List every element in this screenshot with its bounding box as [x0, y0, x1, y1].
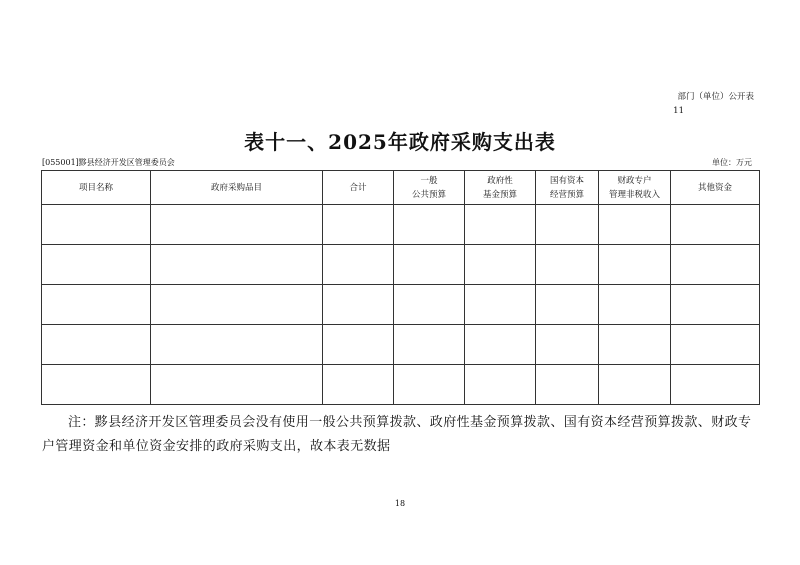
table-cell — [599, 285, 671, 325]
table-cell — [599, 245, 671, 285]
column-header-line1: 国有资本 — [549, 175, 584, 186]
column-header — [42, 171, 151, 205]
table-cell — [465, 365, 536, 405]
table-row — [42, 245, 760, 285]
column-header-line1: 政府采购品目 — [210, 182, 262, 193]
table-cell — [42, 325, 151, 365]
table-cell — [536, 365, 599, 405]
column-header-line1: 政府性 — [487, 175, 513, 186]
table-cell — [151, 285, 323, 325]
column-header-line2: 管理非税收入 — [608, 189, 660, 200]
table-cell — [151, 205, 323, 245]
table-header-row — [42, 171, 760, 205]
table-cell — [671, 285, 760, 325]
table-cell — [671, 365, 760, 405]
table-cell — [394, 205, 465, 245]
column-header-line1: 其他资金 — [697, 182, 732, 193]
column-header — [151, 171, 323, 205]
table-cell — [151, 325, 323, 365]
table-cell — [599, 365, 671, 405]
table-cell — [536, 245, 599, 285]
table-cell — [323, 365, 394, 405]
table-body — [42, 205, 760, 405]
table-cell — [536, 285, 599, 325]
table-cell — [42, 365, 151, 405]
table-cell — [599, 325, 671, 365]
column-header-line2: 基金预算 — [482, 189, 517, 200]
table-cell — [536, 205, 599, 245]
table-cell — [323, 285, 394, 325]
unit-label: 单位：万元 — [712, 158, 752, 167]
unit-name: [055001]黟县经济开发区管理委员会 — [42, 158, 175, 167]
table-cell — [465, 325, 536, 365]
column-header-line1: 项目名称 — [78, 182, 113, 193]
table-row — [42, 205, 760, 245]
table-cell — [394, 365, 465, 405]
page-number: 18 — [394, 499, 406, 508]
table-title: 表十一、2025年政府采购支出表 — [244, 130, 556, 154]
column-header-line2: 经营预算 — [549, 189, 584, 200]
table-cell — [394, 245, 465, 285]
column-header-line2: 公共预算 — [411, 189, 446, 200]
table-cell — [671, 245, 760, 285]
table-cell — [394, 325, 465, 365]
column-header — [536, 171, 599, 205]
table-cell — [465, 205, 536, 245]
column-header-line1: 财政专户 — [617, 175, 652, 186]
table-cell — [151, 365, 323, 405]
doc-label: 部门（单位）公开表 — [677, 92, 754, 102]
column-header — [599, 171, 671, 205]
table-row — [42, 325, 760, 365]
table-cell — [42, 285, 151, 325]
note-text: 注：黟县经济开发区管理委员会没有使用一般公共预算拨款、政府性基金预算拨款、国有资本经营预算拨款、财政专户管理资金和单位资金安排的政府采购支出，故本表无数据 — [42, 415, 752, 454]
table-cell — [394, 285, 465, 325]
column-header — [671, 171, 760, 205]
procurement-table — [41, 170, 760, 405]
table-cell — [323, 245, 394, 285]
column-header — [465, 171, 536, 205]
table-row — [42, 285, 760, 325]
table-cell — [42, 245, 151, 285]
table-cell — [671, 205, 760, 245]
table-cell — [465, 285, 536, 325]
table-cell — [599, 205, 671, 245]
table-row — [42, 365, 760, 405]
table-cell — [536, 325, 599, 365]
table-cell — [151, 245, 323, 285]
table-cell — [323, 325, 394, 365]
table-cell — [465, 245, 536, 285]
doc-number: 11 — [673, 106, 684, 116]
column-header — [394, 171, 465, 205]
column-header-line1: 合计 — [349, 182, 367, 193]
column-header-line1: 一般 — [420, 175, 438, 186]
table-cell — [323, 205, 394, 245]
table-cell — [671, 325, 760, 365]
table-cell — [42, 205, 151, 245]
column-header — [323, 171, 394, 205]
